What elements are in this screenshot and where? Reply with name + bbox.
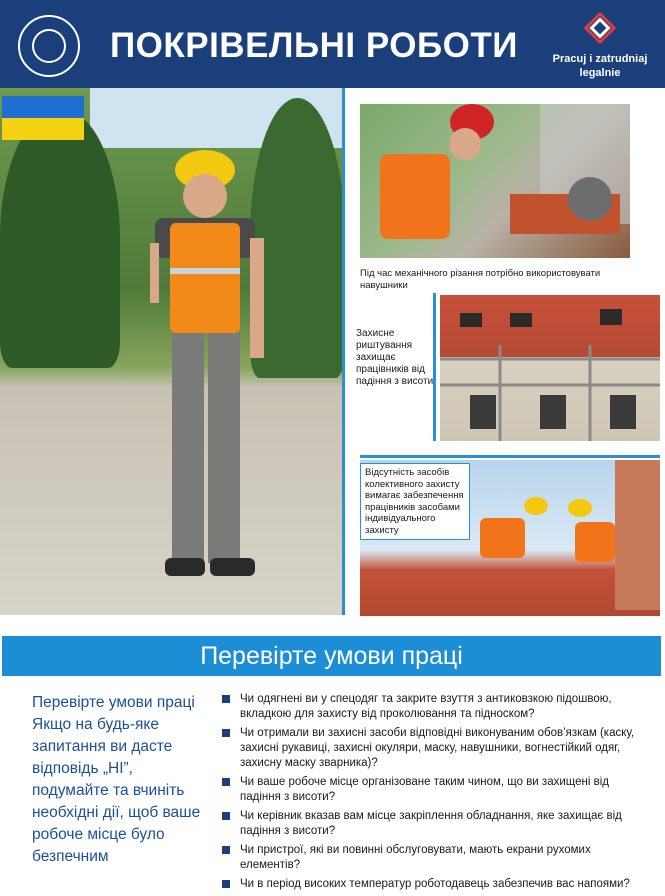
list-item: Чи отримали ви захисні засоби відповідні виконуваним обов’язкам (каску, захисні рукавиці, захисні окуляри, маску, навушники, вогнестійкий одяг, захисну маску зварника)? [222, 726, 642, 771]
tree-left [0, 108, 120, 368]
bullet-square-icon [222, 880, 230, 888]
seal-inner-ring [32, 29, 66, 63]
photo-scaffolding-roof [440, 295, 660, 441]
list-item: Чи пристрої, які ви повинні обслуговувати, мають екрани рухомих елементів? [222, 843, 642, 873]
bottom-accent-line [360, 455, 660, 458]
flag-blue-stripe [2, 96, 84, 118]
caption-saw: Під час механічного різання потрібно використовувати навушники [360, 268, 601, 291]
question-list [222, 692, 642, 896]
cutting-worker-illustration [360, 104, 630, 258]
scaffolding-illustration [440, 295, 660, 441]
caption-bottom: Відсутність засобів колективного захисту вимагає забезпечення працівників засобами індивідуального захисту [360, 463, 470, 540]
list-item: Чи ваше робоче місце організоване таким чином, що ви захищені від падіння з висоти? [222, 775, 642, 805]
list-item: Чи одягнені ви у спецодяг та закрите взуття з антиковзкою підошвою, вкладкою для захисту від проколювання та підноском? [222, 692, 642, 722]
section-band-title: Перевірте умови праці [2, 636, 661, 676]
bullet-square-icon [222, 695, 230, 703]
main-photo-worker [0, 88, 342, 615]
brand-slogan: Pracuj i zatrudniaj legalnie [552, 53, 648, 79]
list-item: Чи керівник вказав вам місце закріплення обладнання, яке захищає від падіння з висоти? [222, 809, 642, 839]
bullet-square-icon [222, 846, 230, 854]
worker-figure [150, 148, 300, 588]
page-title: ПОКРІВЕЛЬНІ РОБОТИ [110, 26, 518, 65]
brand-block [535, 0, 665, 88]
photo-cutting-saw [360, 104, 630, 258]
inspection-seal-logo [18, 15, 80, 77]
bullet-square-icon [222, 729, 230, 737]
left-instruction-text: Перевірте умови праці Якщо на будь-яке запитання ви дасте відповідь „НІ”, подумайте та вчиніть необхідні дії, щоб ваше робоче місце було безпечним [32, 694, 201, 865]
bullet-square-icon [222, 812, 230, 820]
caption-roof: Захисне риштування захищає працівників від падіння з висоти [356, 328, 434, 387]
list-item: Чи в період високих температур роботодавець забезпечив вас напоями? [222, 877, 642, 892]
brand-diamond-icon [582, 10, 618, 46]
divider-vertical [342, 88, 345, 615]
bullet-square-icon [222, 778, 230, 786]
flag-yellow-stripe [2, 118, 84, 140]
